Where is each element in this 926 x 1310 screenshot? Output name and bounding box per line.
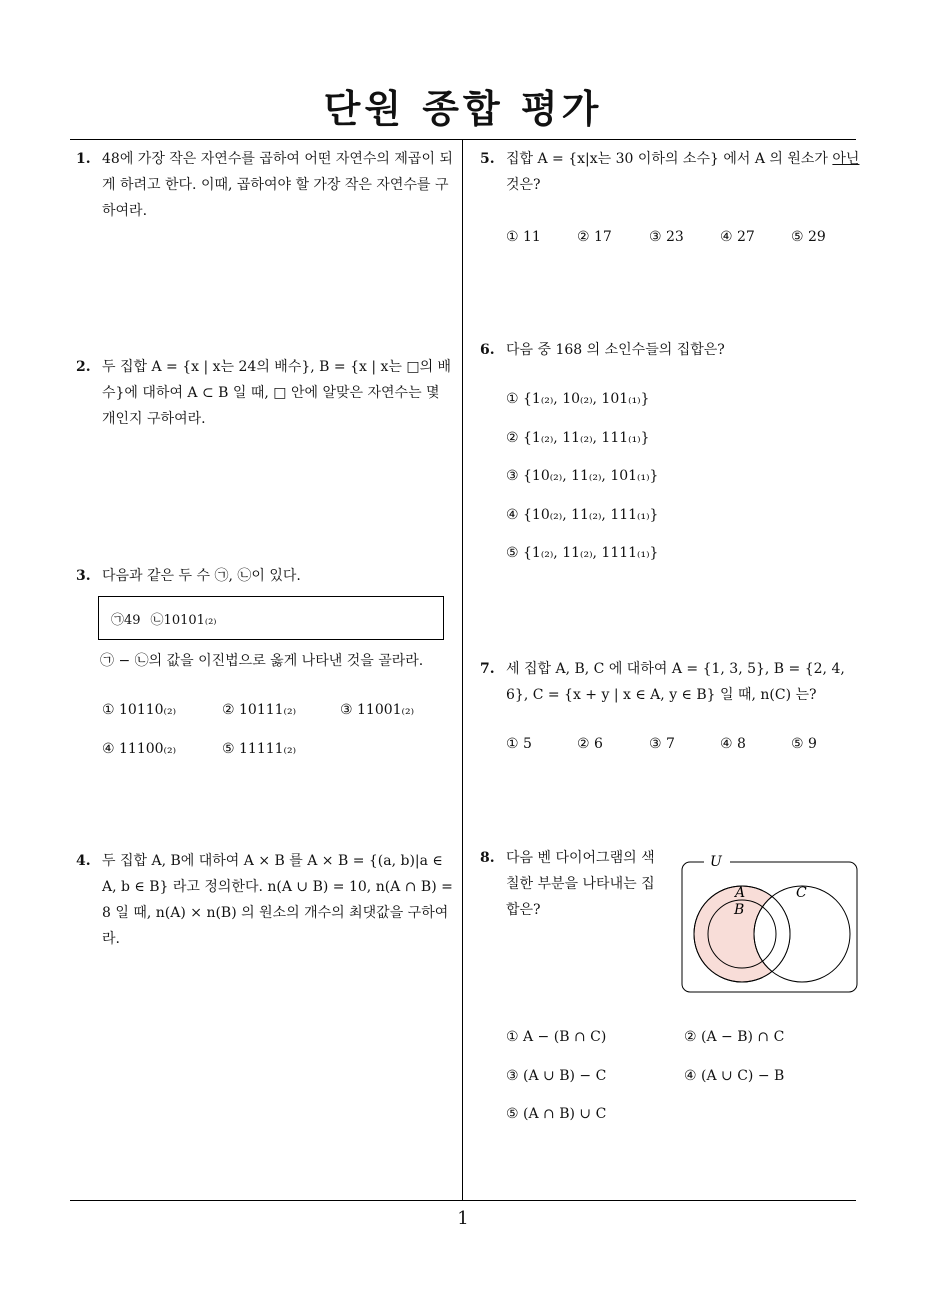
bottom-divider [70,1200,856,1201]
question-number: 1. [76,151,91,167]
question-text: 집합 A = {x|x는 30 이하의 소수} 에서 A 의 원소가 아닌 것은? [506,151,860,193]
choice-2[interactable]: ② {1₍₂₎, 11₍₂₎, 111₍₁₎} [506,430,650,446]
question-1 [76,146,456,224]
question-text: 다음 벤 다이어그램의 색칠한 부분을 나타내는 집합은? [506,850,655,918]
underlined-word: 아닌 [832,151,860,167]
choice-2[interactable]: ② 6 [577,736,603,752]
choice-5[interactable]: ⑤ (A ∩ B) ∪ C [506,1106,607,1122]
question-8 [480,845,665,923]
question-4 [76,848,456,952]
choice-4[interactable]: ④ (A ∪ C) − B [684,1068,785,1084]
choice-1[interactable]: ① {1₍₂₎, 10₍₂₎, 101₍₁₎} [506,391,650,407]
choice-5[interactable]: ⑤ {1₍₂₎, 11₍₂₎, 1111₍₁₎} [506,545,659,561]
choice-2[interactable]: ② 17 [577,229,612,245]
question-text: 다음과 같은 두 수 ㉠, ㉡이 있다. [102,568,301,584]
venn-diagram [680,855,860,995]
question-text: 두 집합 A, B에 대하여 A × B 를 A × B = {(a, b)|a ∈ A, b ∈ B} 라고 정의한다. n(A ∪ B) = 10, n(A ∩ B) = 8 일 때, n(A) × n(B) 의 원소의 개수의 최댓값을 구하여라. [102,853,453,947]
choice-1[interactable]: ① 11 [506,229,541,245]
choice-2[interactable]: ② (A − B) ∩ C [684,1029,785,1045]
choice-2[interactable]: ② 10111₍₂₎ [222,702,297,718]
choice-3[interactable]: ③ 23 [649,229,684,245]
question-number: 8. [480,850,495,866]
question-text: 세 집합 A, B, C 에 대하여 A = {1, 3, 5}, B = {2, 4, 6}, C = {x + y | x ∈ A, y ∈ B} 일 때, n(C) 는? [506,661,845,703]
question-text: 48에 가장 작은 자연수를 곱하여 어떤 자연수의 제곱이 되게 하려고 한다. 이때, 곱하여야 할 가장 작은 자연수를 구하여라. [102,151,453,219]
choice-3[interactable]: ③ (A ∪ B) − C [506,1068,607,1084]
question-number: 5. [480,151,495,167]
question-text: 다음 중 168 의 소인수들의 집합은? [506,342,725,358]
given-values-box [98,596,444,640]
choice-3[interactable]: ③ 7 [649,736,675,752]
question-number: 3. [76,568,91,584]
choice-4[interactable]: ④ {10₍₂₎, 11₍₂₎, 111₍₁₎} [506,507,659,523]
label-c: C [796,885,807,901]
choice-3[interactable]: ③ 11001₍₂₎ [340,702,415,718]
question-3-subtext: ㉠ − ㉡의 값을 이진법으로 옳게 나타낸 것을 골라라. [100,653,424,669]
question-2 [76,354,456,432]
column-divider [462,140,463,1201]
label-b: B [734,902,745,918]
choice-4[interactable]: ④ 27 [720,229,755,245]
question-number: 7. [480,661,495,677]
choice-1[interactable]: ① 10110₍₂₎ [102,702,177,718]
choice-1[interactable]: ① A − (B ∩ C) [506,1029,607,1045]
page-number: 1 [457,1208,469,1229]
top-divider [70,139,856,140]
choice-4[interactable]: ④ 11100₍₂₎ [102,741,177,757]
choice-5[interactable]: ⑤ 29 [791,229,826,245]
choice-1[interactable]: ① 5 [506,736,532,752]
choice-5[interactable]: ⑤ 11111₍₂₎ [222,741,297,757]
question-number: 2. [76,359,91,375]
choice-4[interactable]: ④ 8 [720,736,746,752]
choice-5[interactable]: ⑤ 9 [791,736,817,752]
question-5 [480,146,860,198]
value-b: ㉡10101₍₂₎ [150,612,217,628]
choice-3[interactable]: ③ {10₍₂₎, 11₍₂₎, 101₍₁₎} [506,468,659,484]
page-title: 단원 종합 평가 [323,87,603,131]
label-u: U [710,855,722,870]
question-7 [480,656,860,708]
question-text: 두 집합 A = {x | x는 24의 배수}, B = {x | x는 □의 배수}에 대하여 A ⊂ B 일 때, □ 안에 알맞은 자연수는 몇 개인지 구하여라. [102,359,452,427]
question-number: 4. [76,853,91,869]
value-a: ㉠49 [111,612,141,628]
label-a: A [735,885,746,901]
question-6 [480,337,860,363]
question-3 [76,563,456,589]
question-number: 6. [480,342,495,358]
